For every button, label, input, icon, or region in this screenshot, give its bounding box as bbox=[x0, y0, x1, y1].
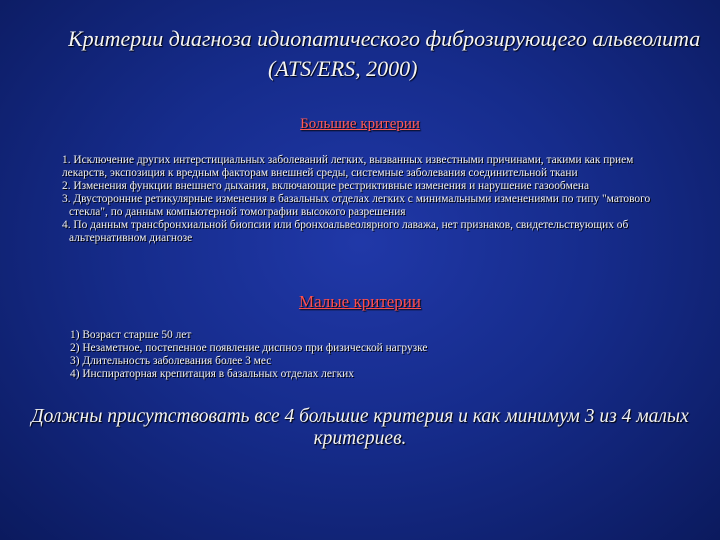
major-criterion-2: 2. Изменения функции внешнего дыхания, включающие рестриктивные изменения и нарушение газообмена bbox=[62, 180, 590, 192]
minor-criterion-1: 1) Возраст старше 50 лет bbox=[70, 329, 192, 341]
title-line-2: (ATS/ERS, 2000) bbox=[268, 56, 418, 81]
major-criterion-3: 3. Двусторонние ретикулярные изменения в базальных отделах легких с минимальными изменениями по типу "матового стекла", по данным компьютерной томографии высокого разрешения bbox=[62, 193, 651, 218]
minor-criterion-4: 4) Инспираторная крепитация в базальных отделах легких bbox=[70, 368, 354, 380]
major-criterion-1: 1. Исключение других интерстициальных заболеваний легких, вызванных известными причинами, такими как прием лекарств, экспозиция к вредным факторам внешней среды, системные заболевания соединительной ткани bbox=[62, 154, 634, 179]
major-criteria-heading: Большие критерии bbox=[300, 116, 420, 132]
minor-criterion-2: 2) Незаметное, постепенное появление диспноэ при физической нагрузке bbox=[70, 342, 428, 354]
major-criterion-4: 4. По данным трансбронхиальной биопсии или бронхоальвеолярного лаважа, нет признаков, свидетельствующих об альтернативном диагнозе bbox=[62, 219, 629, 244]
major-criteria-list bbox=[62, 154, 662, 245]
minor-criteria-list bbox=[70, 329, 670, 381]
minor-criterion-3: 3) Длительность заболевания более 3 мес bbox=[70, 355, 272, 367]
slide-title bbox=[68, 24, 720, 84]
diagnosis-requirement-note: Должны присутствовать все 4 большие критерия и как минимум 3 из 4 малых критериев. bbox=[31, 406, 689, 449]
minor-criteria-heading: Малые критерии bbox=[298, 292, 422, 311]
title-line-1: Критерии диагноза идиопатического фиброзирующего альвеолита bbox=[68, 26, 701, 51]
